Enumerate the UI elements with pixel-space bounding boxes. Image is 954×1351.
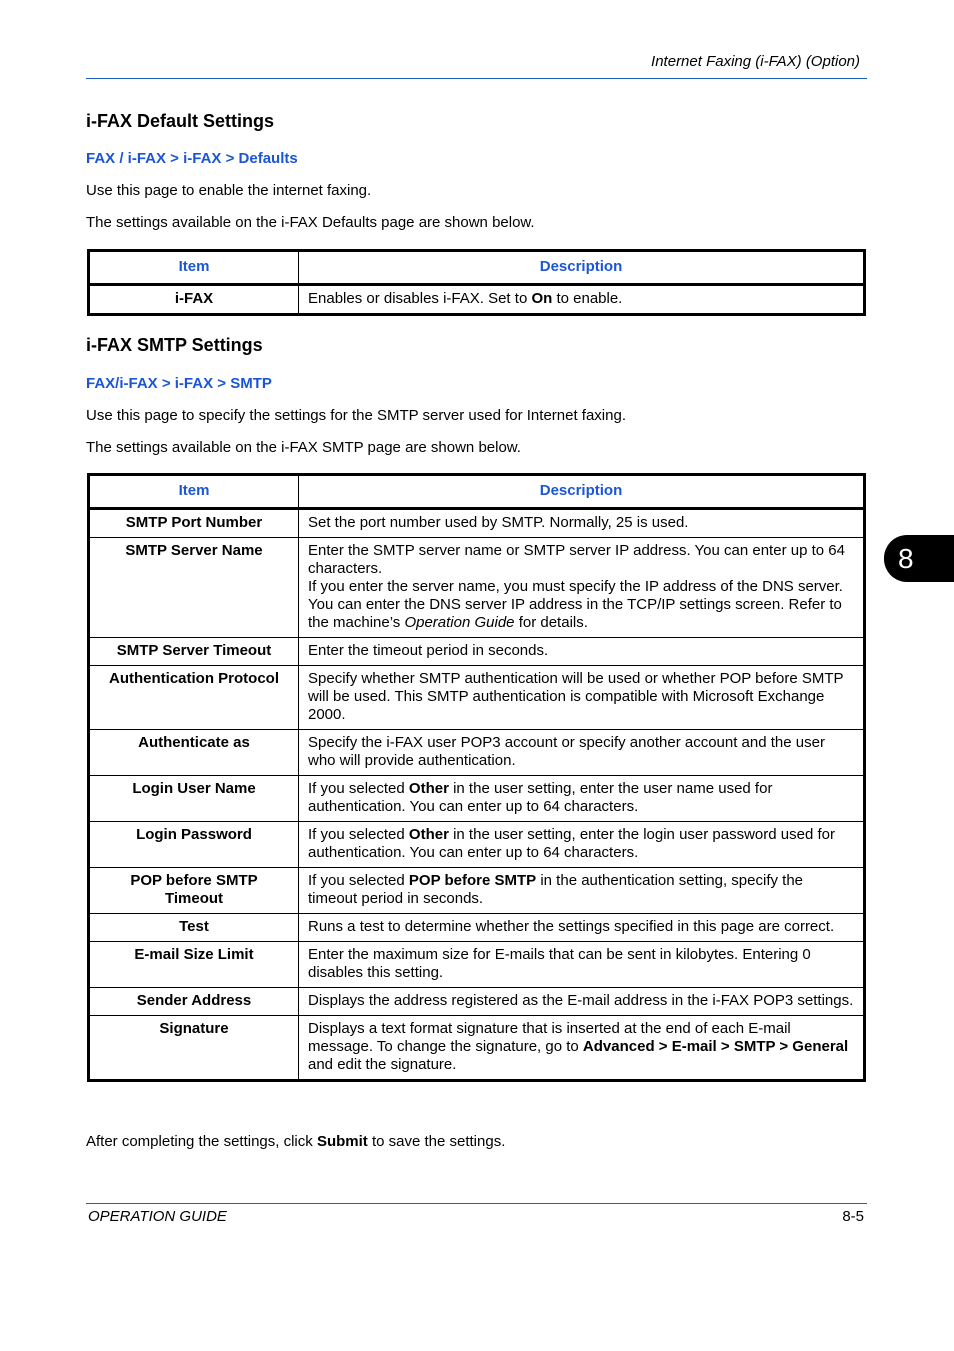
row-description: Displays the address registered as the E-mail address in the i-FAX POP3 settings.	[299, 988, 865, 1016]
defaults-table	[87, 249, 866, 316]
chapter-tab: 8	[884, 535, 954, 582]
smtp-table	[87, 473, 866, 1082]
row-description: If you selected Other in the user setting, enter the user name used for authentication. You can enter up to 64 characters.	[299, 776, 865, 822]
row-item: E-mail Size Limit	[89, 942, 299, 988]
lead-smtp: The settings available on the i-FAX SMTP page are shown below.	[86, 439, 521, 456]
breadcrumb-smtp: FAX/i-FAX > i-FAX > SMTP	[86, 375, 272, 392]
breadcrumb-defaults: FAX / i-FAX > i-FAX > Defaults	[86, 150, 298, 167]
table-row	[89, 988, 865, 1016]
column-header-item: Item	[89, 251, 299, 285]
table-row	[89, 914, 865, 942]
column-header-description: Description	[299, 251, 865, 285]
column-header-description: Description	[299, 475, 865, 509]
lead-defaults: The settings available on the i-FAX Defaults page are shown below.	[86, 214, 535, 231]
intro-smtp: Use this page to specify the settings for the SMTP server used for Internet faxing.	[86, 407, 626, 424]
footer-rule	[86, 1203, 867, 1204]
row-item: Signature	[89, 1016, 299, 1081]
section-title-defaults: i-FAX Default Settings	[86, 111, 275, 131]
footer-guide-title: OPERATION GUIDE	[88, 1208, 227, 1225]
row-description: If you selected Other in the user setting, enter the login user password used for authentication. You can enter up to 64 characters.	[299, 822, 865, 868]
table-row	[89, 638, 865, 666]
row-item: Authenticate as	[89, 730, 299, 776]
row-description: Specify the i-FAX user POP3 account or specify another account and the user who will provide authentication.	[299, 730, 865, 776]
row-description: Enter the SMTP server name or SMTP server IP address. You can enter up to 64 characters. If you enter the server name, you must specify the IP address of the DNS server. You can enter the DNS server IP address in the TCP/IP settings screen. Refer to the machine’s Operation Guide for details.	[299, 538, 865, 638]
row-description: Displays a text format signature that is inserted at the end of each E-mail message. To change the signature, go to Advanced > E-mail > SMTP > General and edit the signature.	[299, 1016, 865, 1081]
row-description: Specify whether SMTP authentication will be used or whether POP before SMTP will be used. This SMTP authentication is compatible with Microsoft Exchange 2000.	[299, 666, 865, 730]
row-item: SMTP Server Name	[89, 538, 299, 638]
intro-defaults: Use this page to enable the internet faxing.	[86, 182, 372, 199]
row-item: POP before SMTP Timeout	[89, 868, 299, 914]
table-row	[89, 1016, 865, 1081]
table-row	[89, 822, 865, 868]
section-title-smtp: i-FAX SMTP Settings	[86, 335, 263, 355]
table-header-row	[89, 475, 865, 509]
row-item: i-FAX	[89, 285, 299, 315]
table-header-row	[89, 251, 865, 285]
column-header-item: Item	[89, 475, 299, 509]
header-rule	[86, 78, 867, 79]
table-row	[89, 730, 865, 776]
table-row	[89, 285, 865, 315]
page-number: 8-5	[842, 1208, 864, 1225]
table-row	[89, 868, 865, 914]
table-row	[89, 538, 865, 638]
row-description: Enter the timeout period in seconds.	[299, 638, 865, 666]
table-row	[89, 942, 865, 988]
row-description: Runs a test to determine whether the settings specified in this page are correct.	[299, 914, 865, 942]
row-description: Set the port number used by SMTP. Normally, 25 is used.	[299, 509, 865, 538]
closing-instruction: After completing the settings, click Submit to save the settings.	[86, 1133, 506, 1150]
table-row	[89, 776, 865, 822]
row-item: SMTP Port Number	[89, 509, 299, 538]
row-item: SMTP Server Timeout	[89, 638, 299, 666]
row-item: Test	[89, 914, 299, 942]
running-header: Internet Faxing (i-FAX) (Option)	[651, 53, 860, 70]
row-item: Sender Address	[89, 988, 299, 1016]
row-description: Enables or disables i-FAX. Set to On to enable.	[299, 285, 865, 315]
row-item: Authentication Protocol	[89, 666, 299, 730]
table-row	[89, 509, 865, 538]
row-description: Enter the maximum size for E-mails that can be sent in kilobytes. Entering 0 disables this setting.	[299, 942, 865, 988]
row-description: If you selected POP before SMTP in the authentication setting, specify the timeout period in seconds.	[299, 868, 865, 914]
row-item: Login User Name	[89, 776, 299, 822]
table-row	[89, 666, 865, 730]
row-item: Login Password	[89, 822, 299, 868]
